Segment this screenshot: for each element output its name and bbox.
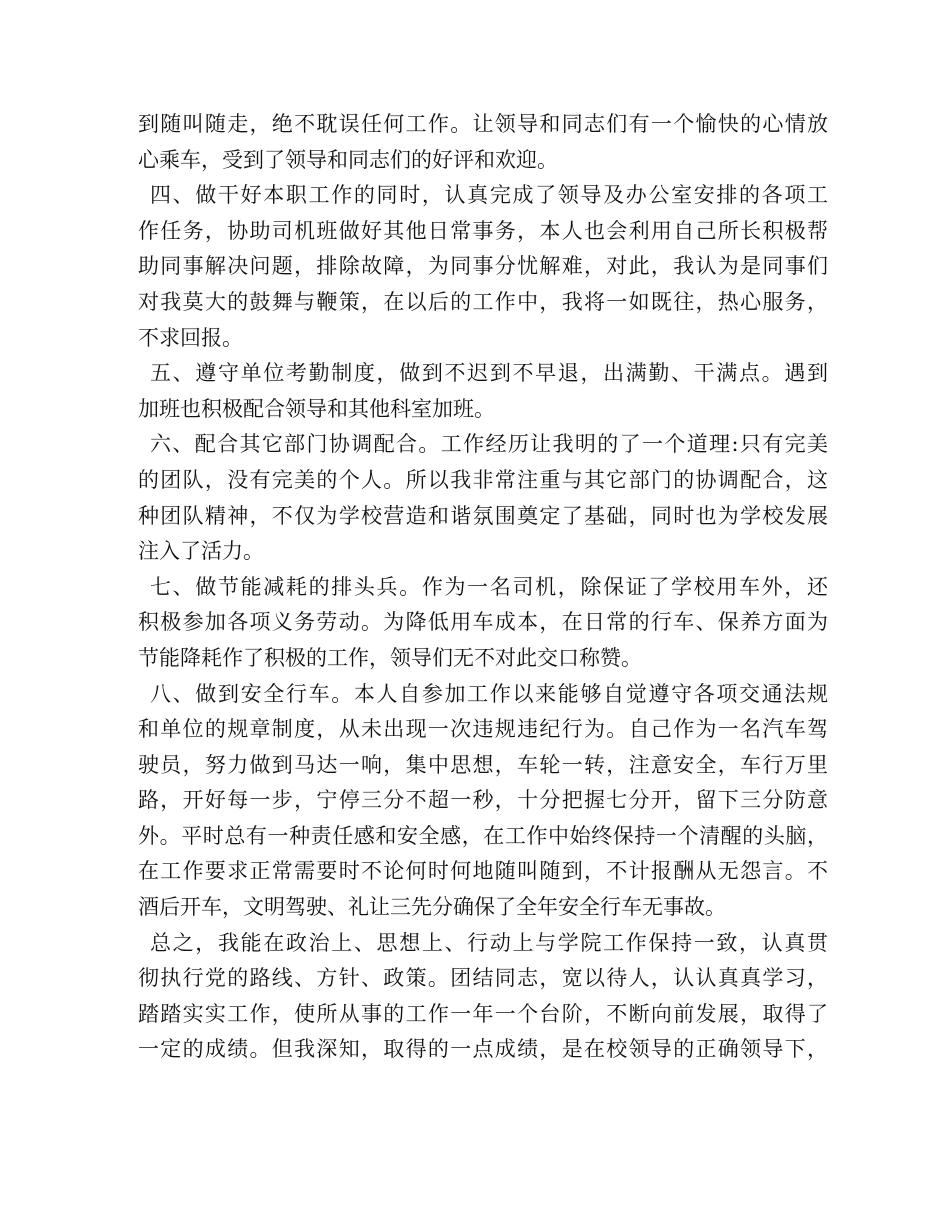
text-line: 外。平时总有一种责任感和安全感，在工作中始终保持一个清醒的头脑，: [138, 823, 828, 848]
text-line: 作任务，协助司机班做好其他日常事务，本人也会利用自己所长积极帮: [138, 218, 828, 243]
paragraph-first-line: 五、遵守单位考勤制度，做到不迟到不早退，出满勤、干满点。遇到: [150, 361, 828, 386]
paragraph-first-line: 总之，我能在政治上、思想上、行动上与学院工作保持一致，认真贯: [150, 930, 828, 955]
text-line: 在工作要求正常需要时不论何时何地随叫随到，不计报酬从无怨言。不: [138, 859, 828, 884]
body-text: [138, 107, 828, 1068]
text-line: 到随叫随走，绝不耽误任何工作。让领导和同志们有一个愉快的心情放: [138, 112, 828, 136]
text-line: 助同事解决问题，排除故障，为同事分忧解难，对此，我认为是同事们: [138, 254, 828, 279]
text-line: 加班也积极配合领导和其他科室加班。: [138, 396, 495, 421]
text-line: 注入了活力。: [138, 539, 264, 564]
text-line: 对我莫大的鼓舞与鞭策，在以后的工作中，我将一如既往，热心服务，: [138, 289, 828, 314]
paragraph-first-line: 六、配合其它部门协调配合。工作经历让我明的了一个道理:只有完美: [150, 432, 828, 457]
text-line: 一定的成绩。但我深知，取得的一点成绩，是在校领导的正确领导下，: [138, 1037, 828, 1062]
paragraph-first-line: 七、做节能减耗的排头兵。作为一名司机，除保证了学校用车外，还: [150, 574, 828, 599]
paragraph-first-line: 八、做到安全行车。本人自参加工作以来能够自觉遵守各项交通法规: [150, 681, 828, 706]
text-line: 心乘车，受到了领导和同志们的好评和欢迎。: [138, 147, 558, 172]
text-line: 彻执行党的路线、方针、政策。团结同志，宽以待人，认认真真学习，: [138, 966, 828, 991]
paragraph-first-line: 四、做干好本职工作的同时，认真完成了领导及办公室安排的各项工: [150, 183, 828, 208]
text-line: 踏踏实实工作，使所从事的工作一年一个台阶，不断向前发展，取得了: [138, 1001, 828, 1026]
text-line: 不求回报。: [138, 325, 243, 350]
text-line: 和单位的规章制度，从未出现一次违规违纪行为。自己作为一名汽车驾: [138, 717, 828, 742]
text-line: 路，开好每一步，宁停三分不超一秒，十分把握七分开，留下三分防意: [138, 788, 828, 813]
text-line: 种团队精神，不仅为学校营造和谐氛围奠定了基础，同时也为学校发展: [138, 503, 828, 528]
text-line: 驶员，努力做到马达一响，集中思想，车轮一转，注意安全，车行万里: [138, 752, 828, 777]
text-line: 酒后开车，文明驾驶、礼让三先分确保了全年安全行车无事故。: [138, 895, 726, 920]
text-line: 的团队，没有完美的个人。所以我非常注重与其它部门的协调配合，这: [138, 467, 828, 492]
text-line: 积极参加各项义务劳动。为降低用车成本，在日常的行车、保养方面为: [138, 610, 828, 635]
text-line: 节能降耗作了积极的工作，领导们无不对此交口称赞。: [138, 645, 642, 670]
